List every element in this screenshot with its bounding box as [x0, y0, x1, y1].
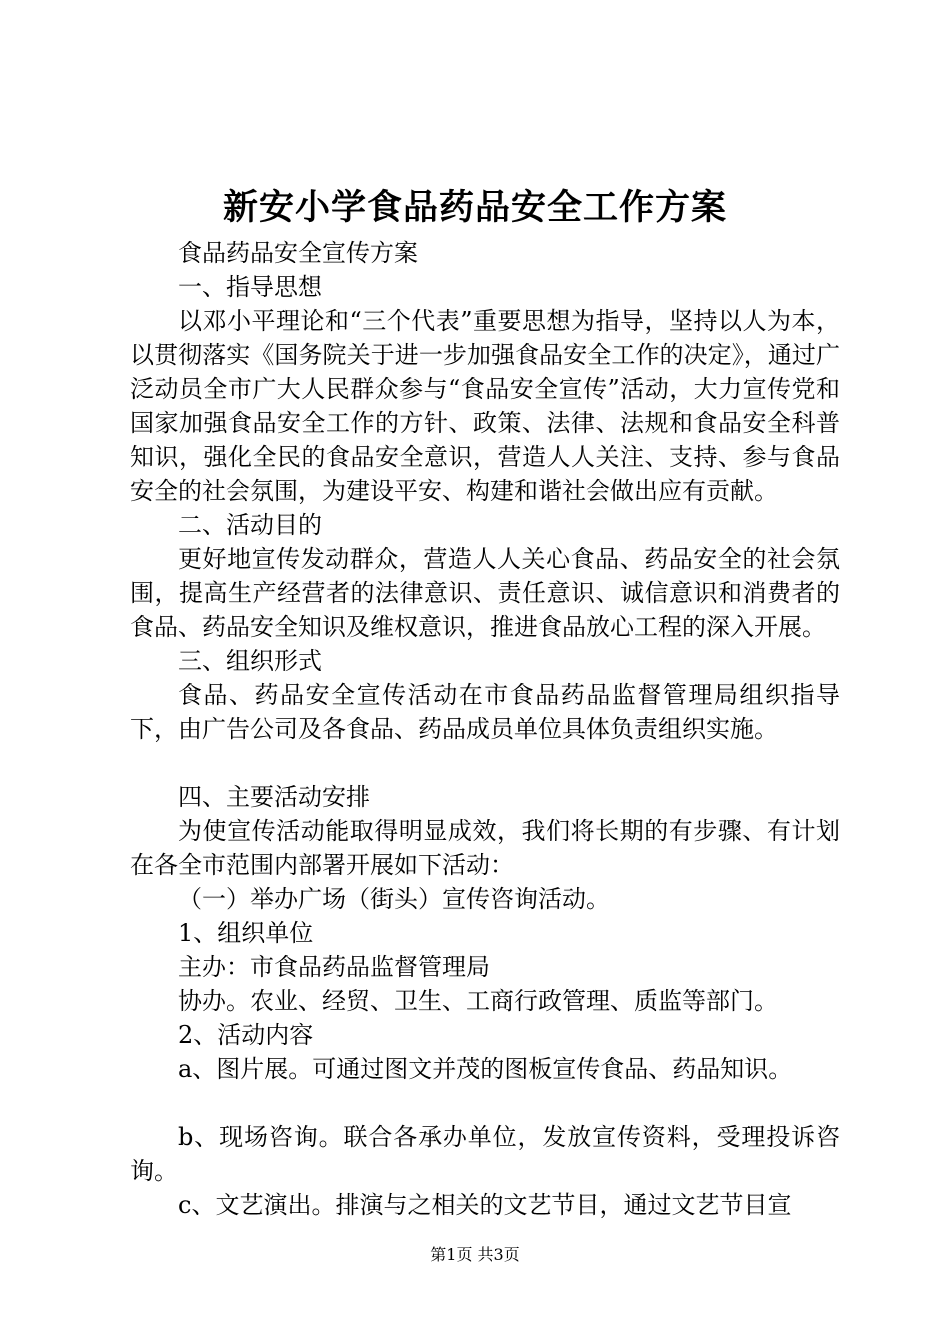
section-heading-1: 一、指导思想 [178, 273, 322, 301]
paragraph: 更好地宣传发动群众，营造人人关心食品、药品安全的社会氛围，提高生产经营者的法律意识、责任意识、诚信意识和消费者的食品、药品安全知识及维权意识，推进食品放心工程的深入开展。 [130, 545, 840, 641]
section-heading-3: 三、组织形式 [178, 647, 322, 675]
paragraph: 食品、药品安全宣传活动在市食品药品监督管理局组织指导下，由广告公司及各食品、药品成员单位具体负责组织实施。 [130, 681, 840, 743]
section-heading-4: 四、主要活动安排 [178, 783, 370, 811]
list-item: 协办。农业、经贸、卫生、工商行政管理、质监等部门。 [178, 987, 778, 1015]
list-heading: 2、活动内容 [178, 1021, 314, 1049]
document-body [130, 236, 840, 1222]
section-heading-2: 二、活动目的 [178, 511, 322, 539]
paragraph: 为使宣传活动能取得明显成效，我们将长期的有步骤、有计划在各全市范围内部署开展如下活动： [130, 817, 840, 879]
blank-line [130, 1086, 840, 1120]
document-title: 新安小学食品药品安全工作方案 [222, 187, 727, 228]
page-footer: 第1页 共3页 [430, 1245, 520, 1264]
list-heading: 1、组织单位 [178, 919, 314, 947]
blank-line [130, 746, 840, 780]
subsection-heading: （一）举办广场（街头）宣传咨询活动。 [178, 885, 610, 913]
paragraph: 以邓小平理论和“三个代表”重要思想为指导，坚持以人为本，以贯彻落实《国务院关于进一步加强食品安全工作的决定》，通过广泛动员全市广大人民群众参与“食品安全宣传”活动，大力宣传党和国家加强食品安全工作的方针、政策、法律、法规和食品安全科普知识，强化全民的食品安全意识，营造人人关注、支持、参与食品安全的社会氛围，为建设平安、构建和谐社会做出应有贡献。 [130, 307, 840, 505]
paragraph-heading-plan: 食品药品安全宣传方案 [178, 239, 418, 267]
list-item: b、现场咨询。联合各承办单位，发放宣传资料，受理投诉咨询。 [130, 1123, 840, 1185]
list-item: c、文艺演出。排演与之相关的文艺节目，通过文艺节目宣 [178, 1191, 792, 1219]
list-item: a、图片展。可通过图文并茂的图板宣传食品、药品知识。 [178, 1055, 793, 1083]
list-item: 主办：市食品药品监督管理局 [178, 953, 490, 981]
